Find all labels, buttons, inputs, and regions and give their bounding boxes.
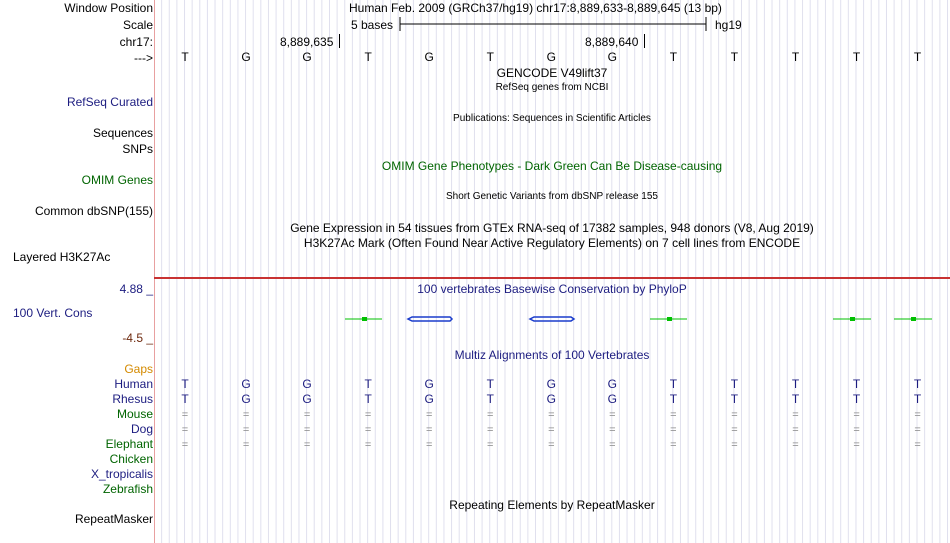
dog-alignment-match: = [670, 424, 677, 436]
rhesus-alignment-base: T [181, 392, 189, 406]
dog-alignment-match: = [242, 424, 250, 436]
rhesus-alignment-base: G [302, 392, 312, 406]
species-label-chicken[interactable]: Chicken [109, 452, 153, 466]
scale-assembly: hg19 [715, 18, 742, 32]
mouse-alignment-match: = [731, 409, 738, 421]
base-letter: T [669, 50, 678, 64]
mouse-alignment-match: = [914, 409, 921, 421]
rhesus-alignment-base: T [730, 392, 739, 406]
scale-bar [398, 16, 710, 32]
base-letter: T [791, 50, 800, 64]
rhesus-alignment-base: T [791, 392, 800, 406]
omim-track-title[interactable]: OMIM Gene Phenotypes - Dark Green Can Be Disease-causing [381, 159, 723, 173]
elephant-alignment-match: = [670, 439, 677, 451]
elephant-alignment-match: = [548, 439, 555, 451]
dog-alignment-match: = [364, 424, 372, 436]
base-letter: G [241, 50, 251, 64]
h3k27ac-track-title[interactable]: H3K27Ac Mark (Often Found Near Active Regulatory Elements) on 7 cell lines from ENCODE [303, 236, 801, 250]
base-letter: T [181, 50, 189, 64]
base-letter: G [546, 50, 556, 64]
position-tick-mark-1 [339, 34, 340, 48]
dog-alignment-match: = [792, 424, 799, 436]
dog-alignment-match: = [731, 424, 738, 436]
human-alignment-base: G [607, 377, 618, 391]
rhesus-alignment-base: T [486, 392, 494, 406]
species-label-x-tropicalis[interactable]: X_tropicalis [90, 467, 153, 481]
dog-alignment-match: = [181, 424, 189, 436]
mouse-alignment-match: = [181, 409, 189, 421]
phylop-green-point [894, 317, 932, 321]
phylop-blue-dip [530, 317, 574, 321]
base-letter: G [302, 50, 312, 64]
refseq-curated-label[interactable]: RefSeq Curated [66, 95, 153, 109]
rhesus-alignment-base: G [546, 392, 556, 406]
phylop-max-label: 4.88 _ [119, 282, 153, 296]
species-label-mouse[interactable]: Mouse [116, 407, 153, 421]
h3k27ac-label[interactable]: Layered H3K27Ac [13, 250, 111, 264]
elephant-alignment-match: = [731, 439, 738, 451]
base-letter: T [364, 50, 372, 64]
elephant-alignment-match: = [425, 439, 433, 451]
species-label-gaps[interactable]: Gaps [124, 362, 153, 376]
rhesus-alignment-base: T [669, 392, 678, 406]
rhesus-alignment-base: G [424, 392, 434, 406]
dbsnp-track-title[interactable]: Short Genetic Variants from dbSNP release 155 [446, 191, 658, 202]
human-alignment-base: T [181, 377, 189, 391]
human-alignment-base: T [669, 377, 678, 391]
phylop-green-point [650, 317, 687, 321]
elephant-alignment-match: = [242, 439, 250, 451]
refseq-track-title[interactable]: RefSeq genes from NCBI [495, 82, 609, 93]
phylop-green-point [833, 317, 871, 321]
mouse-alignment-match: = [303, 409, 311, 421]
human-alignment-base: T [791, 377, 800, 391]
human-alignment-base: T [913, 377, 922, 391]
phylop-green-point [345, 317, 382, 321]
window-position-label: Window Position [64, 1, 153, 15]
repeatmasker-track-title[interactable]: Repeating Elements by RepeatMasker [449, 498, 655, 512]
human-alignment-base: G [546, 377, 556, 391]
human-alignment-base: T [486, 377, 494, 391]
species-label-dog[interactable]: Dog [130, 422, 153, 436]
base-letter: T [913, 50, 922, 64]
rhesus-alignment-base: T [364, 392, 372, 406]
mouse-alignment-match: = [853, 409, 860, 421]
chrom-label: chr17: [119, 35, 153, 49]
position-tick-1: 8,889,635 [280, 35, 334, 49]
dbsnp-label[interactable]: Common dbSNP(155) [34, 204, 153, 218]
dog-alignment-match: = [548, 424, 555, 436]
human-alignment-base: T [852, 377, 861, 391]
phylop-track-title[interactable]: 100 vertebrates Basewise Conservation by PhyloP [417, 282, 687, 296]
mouse-alignment-match: = [487, 409, 494, 421]
species-label-human[interactable]: Human [114, 377, 153, 391]
phylop-min-label: -4.5 _ [122, 331, 153, 345]
base-letter: G [607, 50, 618, 64]
mouse-alignment-match: = [364, 409, 372, 421]
base-letter: T [730, 50, 739, 64]
snps-label[interactable]: SNPs [122, 142, 153, 156]
window-position-value: Human Feb. 2009 (GRCh37/hg19) chr17:8,889,633-8,889,645 (13 bp) [349, 1, 722, 15]
track-divider [154, 277, 950, 279]
elephant-alignment-match: = [914, 439, 921, 451]
dog-alignment-match: = [487, 424, 494, 436]
cons-label[interactable]: 100 Vert. Cons [13, 306, 93, 320]
base-letter: T [852, 50, 861, 64]
mouse-alignment-match: = [670, 409, 677, 421]
human-alignment-base: T [730, 377, 739, 391]
human-alignment-base: G [424, 377, 434, 391]
scale-label: Scale [122, 18, 153, 32]
mouse-alignment-match: = [548, 409, 555, 421]
position-tick-2: 8,889,640 [585, 35, 639, 49]
species-label-elephant[interactable]: Elephant [105, 437, 153, 451]
dog-alignment-match: = [303, 424, 311, 436]
elephant-alignment-match: = [792, 439, 799, 451]
elephant-alignment-match: = [303, 439, 311, 451]
rhesus-alignment-base: T [913, 392, 922, 406]
human-alignment-base: G [302, 377, 312, 391]
phylop-signal [154, 310, 950, 330]
species-label-rhesus[interactable]: Rhesus [112, 392, 153, 406]
elephant-alignment-match: = [364, 439, 372, 451]
phylop-blue-dip [408, 317, 452, 321]
dog-alignment-match: = [853, 424, 860, 436]
elephant-alignment-match: = [853, 439, 860, 451]
gtex-track-title[interactable]: Gene Expression in 54 tissues from GTEx RNA-seq of 17382 samples, 948 donors (V8, Aug 2019) [290, 221, 814, 235]
base-letter: G [424, 50, 434, 64]
human-alignment-base: T [364, 377, 372, 391]
publications-track-title[interactable]: Publications: Sequences in Scientific Articles [453, 113, 651, 124]
rhesus-alignment-base: G [241, 392, 251, 406]
strand-label: ---> [134, 51, 153, 65]
mouse-alignment-match: = [425, 409, 433, 421]
dog-alignment-match: = [609, 424, 616, 436]
elephant-alignment-match: = [487, 439, 494, 451]
rhesus-alignment-base: T [852, 392, 861, 406]
mouse-alignment-match: = [609, 409, 616, 421]
repeatmasker-label[interactable]: RepeatMasker [74, 512, 153, 526]
omim-genes-label[interactable]: OMIM Genes [81, 173, 153, 187]
base-letter: T [486, 50, 494, 64]
position-tick-mark-2 [644, 34, 645, 48]
elephant-alignment-match: = [181, 439, 189, 451]
species-label-zebrafish[interactable]: Zebrafish [102, 482, 153, 496]
sequences-label[interactable]: Sequences [92, 126, 153, 140]
mouse-alignment-match: = [792, 409, 799, 421]
dog-alignment-match: = [914, 424, 921, 436]
rhesus-alignment-base: G [607, 392, 618, 406]
gencode-track-title[interactable]: GENCODE V49lift37 [496, 66, 608, 80]
human-alignment-base: G [241, 377, 251, 391]
mouse-alignment-match: = [242, 409, 250, 421]
scale-text: 5 bases [351, 18, 394, 32]
elephant-alignment-match: = [609, 439, 616, 451]
dog-alignment-match: = [425, 424, 433, 436]
multiz-track-title[interactable]: Multiz Alignments of 100 Vertebrates [454, 348, 650, 362]
